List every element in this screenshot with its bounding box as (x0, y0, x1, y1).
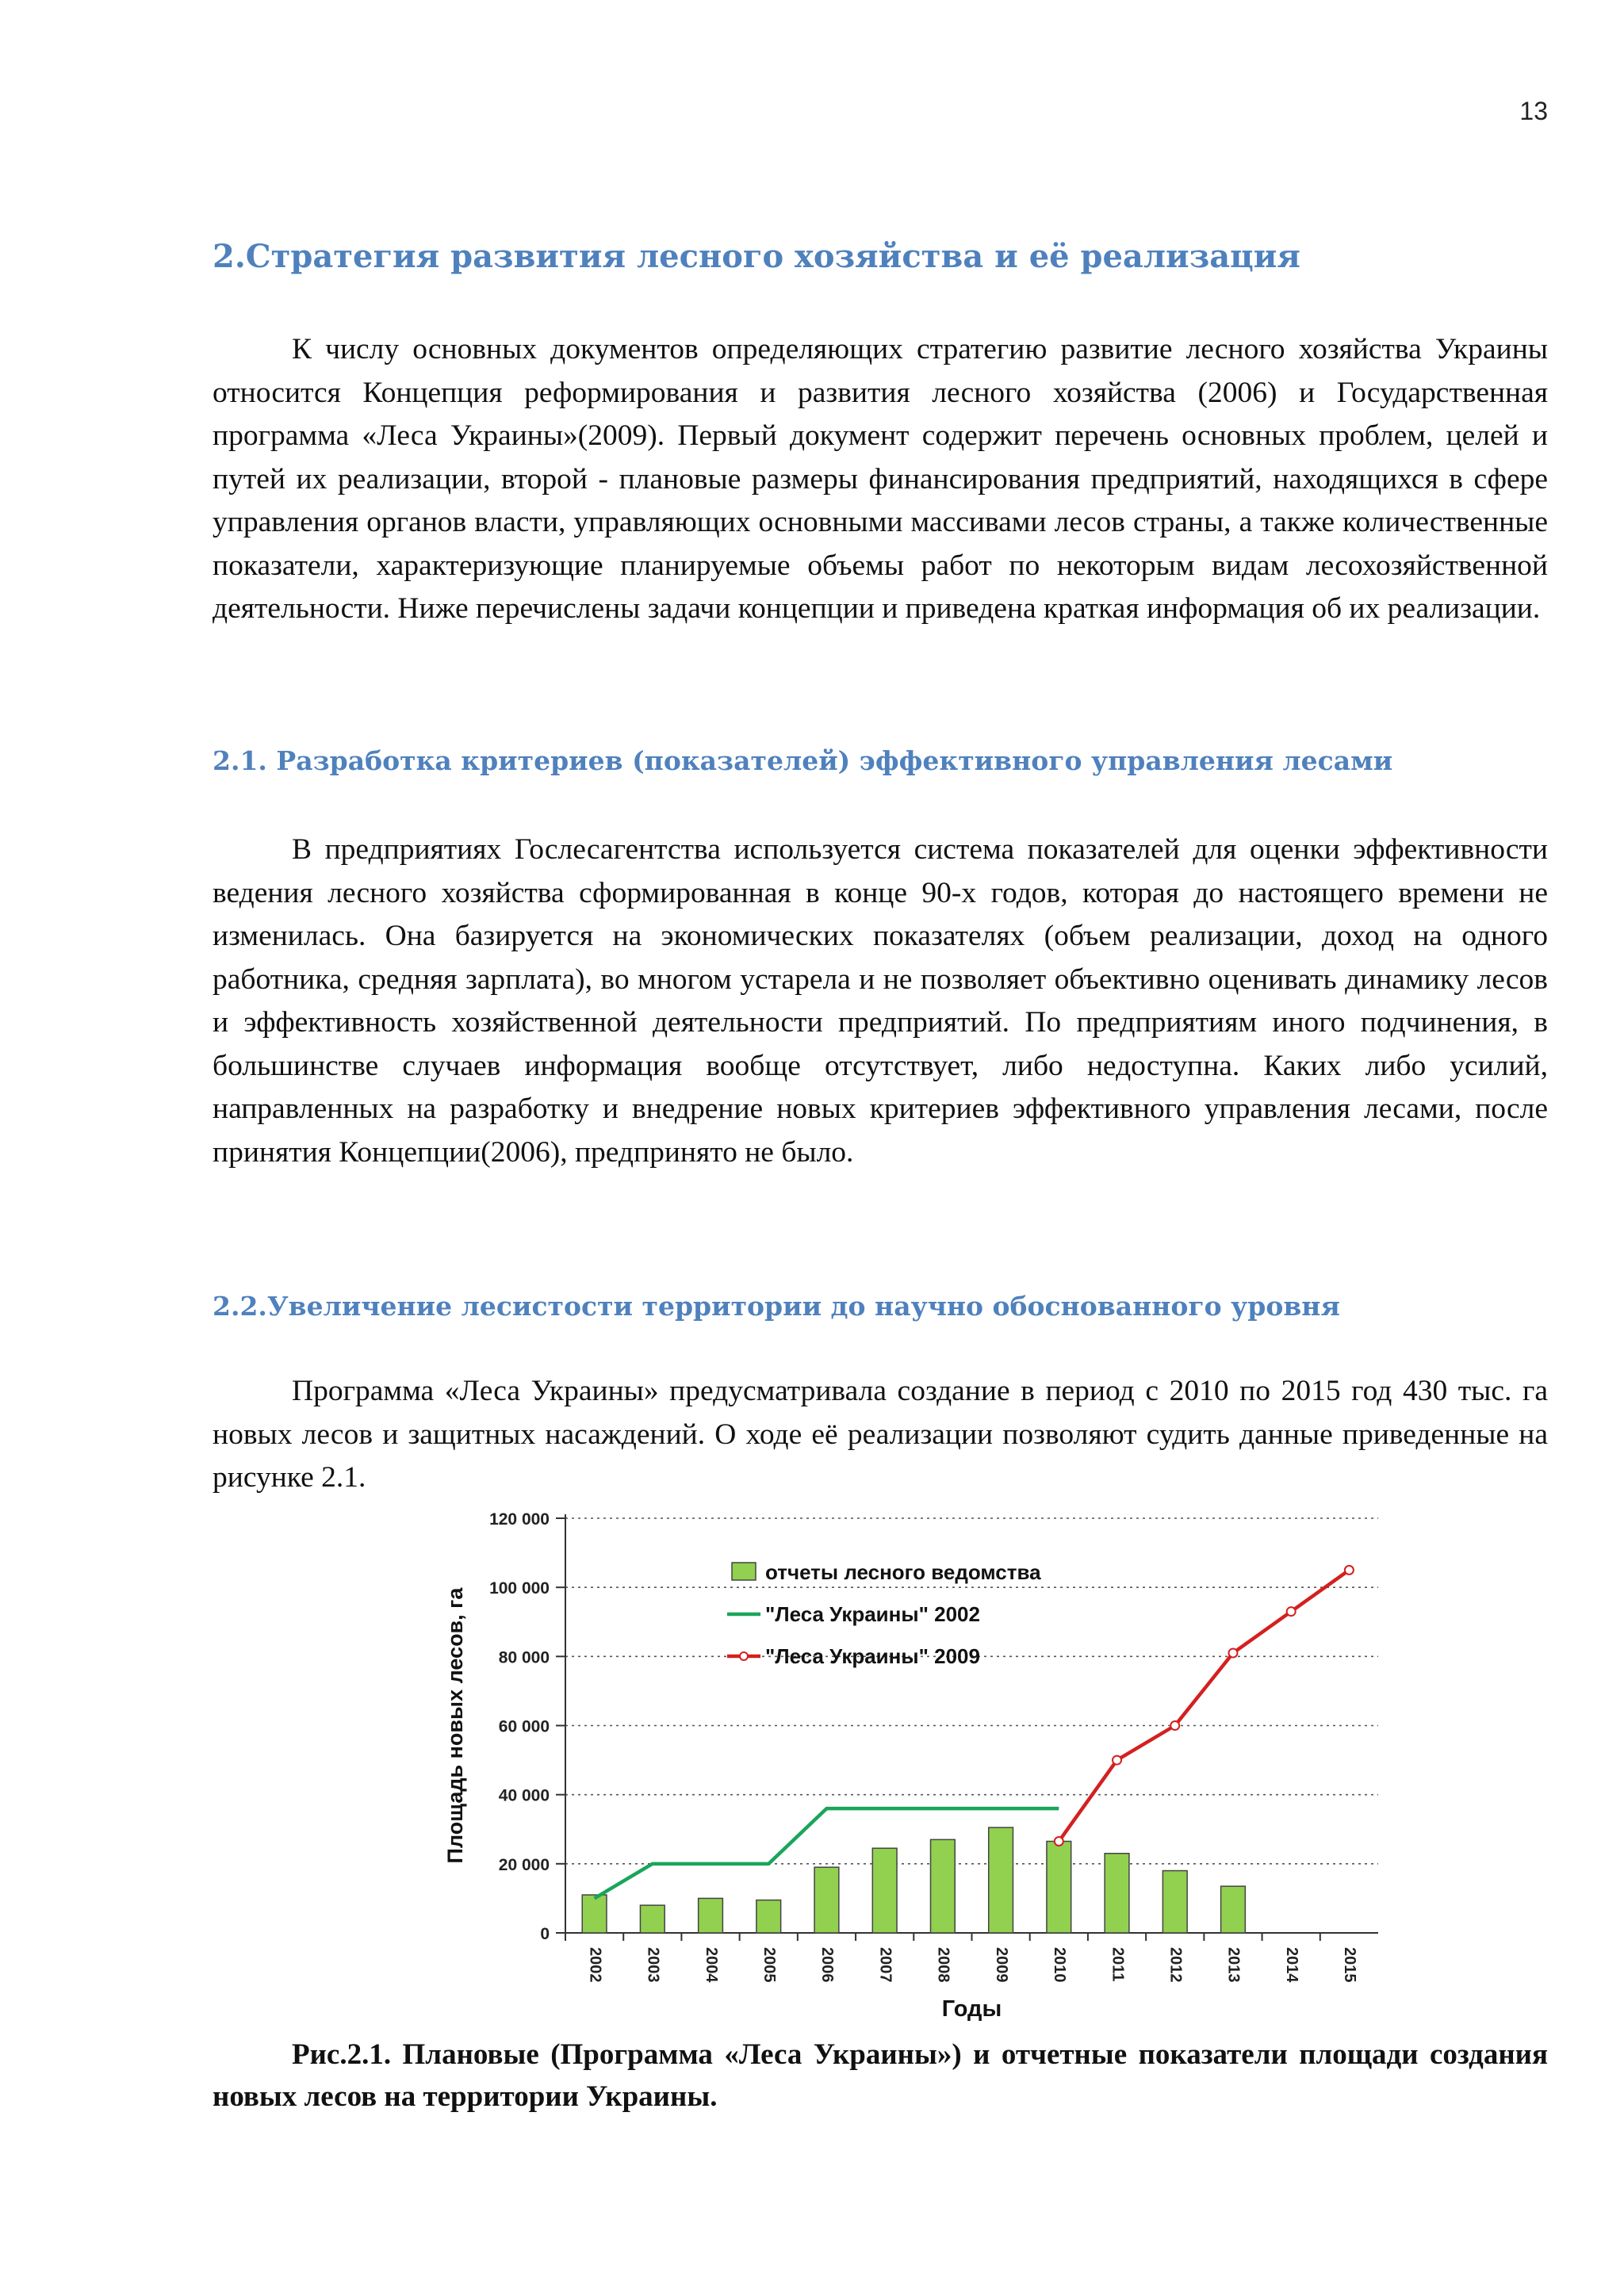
x-tick-label: 2009 (992, 1947, 1010, 1983)
y-tick-label: 20 000 (498, 1855, 550, 1874)
legend-label: "Леса Украины" 2002 (765, 1602, 980, 1626)
intro-paragraph: К числу основных документов определяющих стратегию развитие лесного хозяйства Украины относится Концепция реформирования и развития лесного хозяйства (2006) и Государственная программа «Леса Украины»(2009). Первый документ содержит перечень основных проблем, целей и путей их реализации, второй - плановые размеры финансирования предприятий, находящихся в сфере управления органов власти, управляющих основными массивами лесов страны, а также количественные показатели, характеризующие планируемые объемы работ по некоторым видам лесохозяйственной деятельности. Ниже перечислены задачи концепции и приведена краткая информация об их реализации. (213, 333, 1548, 625)
x-tick-label: 2002 (586, 1947, 604, 1983)
subsection-1-heading: 2.1. Разработка критериев (показателей) эффективного управления лесами (213, 745, 1393, 776)
y-tick-label: 120 000 (489, 1510, 550, 1529)
subsection-2-paragraph: Программа «Леса Украины» предусматривала создание в период с 2010 по 2015 год 430 тыс. га новых лесов и защитных насаждений. О ходе её реализации позволяют судить данные приведенные на рисунке 2.1. (213, 1375, 1548, 1494)
line-point (1055, 1837, 1063, 1846)
y-tick-label: 100 000 (489, 1579, 550, 1598)
legend-swatch-marker (740, 1652, 748, 1660)
bar-2008 (931, 1839, 956, 1933)
legend-swatch-bar (732, 1563, 756, 1580)
y-tick-label: 0 (540, 1925, 550, 1943)
x-tick-label: 2006 (818, 1947, 837, 1983)
bar-2012 (1162, 1871, 1187, 1933)
line-series (1059, 1570, 1349, 1841)
y-tick-label: 40 000 (498, 1786, 550, 1805)
x-tick-label: 2015 (1341, 1947, 1359, 1983)
line-point (1228, 1648, 1237, 1657)
bar-2005 (756, 1900, 781, 1933)
x-tick-label: 2007 (876, 1947, 894, 1983)
x-tick-label: 2010 (1051, 1947, 1069, 1983)
x-tick-label: 2011 (1109, 1947, 1127, 1982)
bar-2011 (1105, 1854, 1129, 1933)
bar-2009 (989, 1827, 1013, 1933)
bar-2004 (699, 1898, 723, 1933)
forest-area-chart (435, 1498, 1386, 2022)
figure-caption: Рис.2.1. Плановые (Программа «Леса Украины») и отчетные показатели площади создания новых лесов на территории Украины. (213, 2038, 1548, 2113)
chart-legend (727, 1560, 1041, 1668)
x-tick-label: 2013 (1224, 1947, 1243, 1983)
chart-bars (582, 1827, 1245, 1933)
y-axis-label: Площадь новых лесов, га (443, 1587, 467, 1864)
subsection-1-paragraph: В предприятиях Гослесагентства используется система показателей для оценки эффективности ведения лесного хозяйства сформированная в конце 90-х годов, которая до настоящего времени не изменилась. Она базируется на экономических показателях (объем реализации, доход на одного работника, средняя зарплата), во многом устарела и не позволяет объективно оценивать динамику лесов и эффективность хозяйственной деятельности предприятий. По предприятиям иного подчинения, в большинстве случаев информация вообще отсутствует, либо недоступна. Каких либо усилий, направленных на разработку и внедрение новых критериев эффективного управления лесами, после принятия Концепции(2006), предпринято не было. (213, 833, 1548, 1169)
bar-2013 (1221, 1886, 1246, 1933)
bar-2007 (872, 1848, 897, 1933)
x-tick-label: 2014 (1282, 1947, 1300, 1983)
bar-2003 (640, 1905, 665, 1933)
legend-label: "Леса Украины" 2009 (765, 1644, 980, 1668)
x-tick-label: 2012 (1166, 1947, 1185, 1983)
subsection-2-heading: 2.2.Увеличение лесистости территории до научно обоснованного уровня (213, 1291, 1340, 1322)
x-tick-label: 2004 (702, 1947, 720, 1983)
bar-2010 (1047, 1842, 1071, 1933)
bar-2002 (582, 1895, 607, 1933)
line-point (1113, 1756, 1121, 1765)
line-point (1170, 1721, 1179, 1730)
line-point (1287, 1607, 1296, 1616)
section-heading: 2.Стратегия развития лесного хозяйства и её реализация (213, 238, 1300, 275)
bar-2006 (814, 1867, 839, 1933)
x-tick-label: 2005 (760, 1947, 778, 1983)
legend-label: отчеты лесного ведомства (765, 1560, 1041, 1584)
x-axis-label: Годы (941, 1996, 1002, 2022)
y-tick-label: 80 000 (498, 1648, 550, 1667)
x-tick-label: 2008 (934, 1947, 952, 1983)
page-number: 13 (1519, 97, 1548, 125)
line-point (1345, 1566, 1354, 1575)
y-tick-label: 60 000 (498, 1717, 550, 1736)
x-tick-label: 2003 (644, 1947, 662, 1983)
